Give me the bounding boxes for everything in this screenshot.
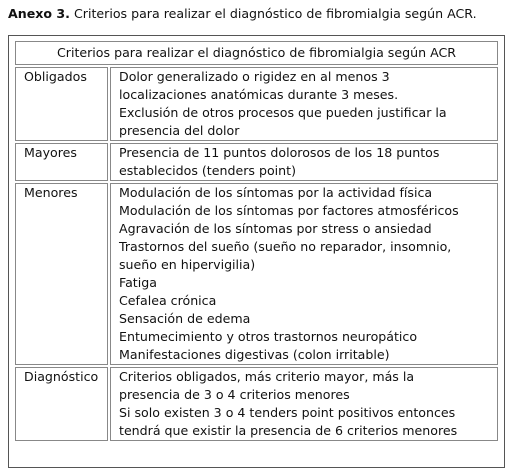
table-row — [15, 183, 498, 365]
criterion-line: localizaciones anatómicas durante 3 meses. — [119, 87, 399, 102]
criterion-line: presencia de 3 o 4 criterios menores — [119, 387, 350, 402]
criterion-line: Sensación de edema — [119, 311, 251, 326]
row-label: Menores — [15, 183, 108, 365]
row-content — [110, 367, 498, 441]
criterion-line: Trastornos del sueño (sueño no reparador, insomnio, — [119, 239, 452, 254]
criterion-line: Fatiga — [119, 275, 157, 290]
criterion-line: presencia del dolor — [119, 123, 240, 138]
row-content — [110, 143, 498, 181]
row-label: Obligados — [15, 67, 108, 141]
row-content — [110, 183, 498, 365]
caption-label: Anexo 3. — [8, 6, 70, 21]
criterion-line: Si solo existen 3 o 4 tenders point positivos entonces — [119, 405, 456, 420]
caption-text: Criterios para realizar el diagnóstico de fibromialgia según ACR. — [73, 6, 477, 21]
table-header: Criterios para realizar el diagnóstico de fibromialgia según ACR — [15, 41, 498, 65]
criterion-line: establecidos (tenders point) — [119, 163, 296, 178]
criteria-table-frame — [8, 35, 505, 468]
criterion-line: tendrá que existir la presencia de 6 criterios menores — [119, 423, 458, 438]
criterion-line: Presencia de 11 puntos dolorosos de los 18 puntos — [119, 145, 440, 160]
criterion-line: Agravación de los síntomas por stress o ansiedad — [119, 221, 432, 236]
row-label: Diagnóstico — [15, 367, 108, 441]
table-row — [15, 67, 498, 141]
table-row — [15, 367, 498, 441]
table-header-row — [15, 41, 498, 65]
table-caption — [8, 5, 513, 23]
criterion-line: Dolor generalizado o rigidez en al menos 3 — [119, 69, 390, 84]
row-content — [110, 67, 498, 141]
criterion-line: Modulación de los síntomas por factores atmosféricos — [119, 203, 459, 218]
criterion-line: Exclusión de otros procesos que pueden justificar la — [119, 105, 447, 120]
criterion-line: Cefalea crónica — [119, 293, 217, 308]
criterion-line: Criterios obligados, más criterio mayor, más la — [119, 369, 415, 384]
criterion-line: Manifestaciones digestivas (colon irritable) — [119, 347, 390, 362]
criterion-line: Entumecimiento y otros trastornos neuropático — [119, 329, 418, 344]
row-label: Mayores — [15, 143, 108, 181]
criterion-line: sueño en hipervigilia) — [119, 257, 256, 272]
criteria-table — [13, 39, 500, 443]
criterion-line: Modulación de los síntomas por la actividad física — [119, 185, 433, 200]
table-row — [15, 143, 498, 181]
